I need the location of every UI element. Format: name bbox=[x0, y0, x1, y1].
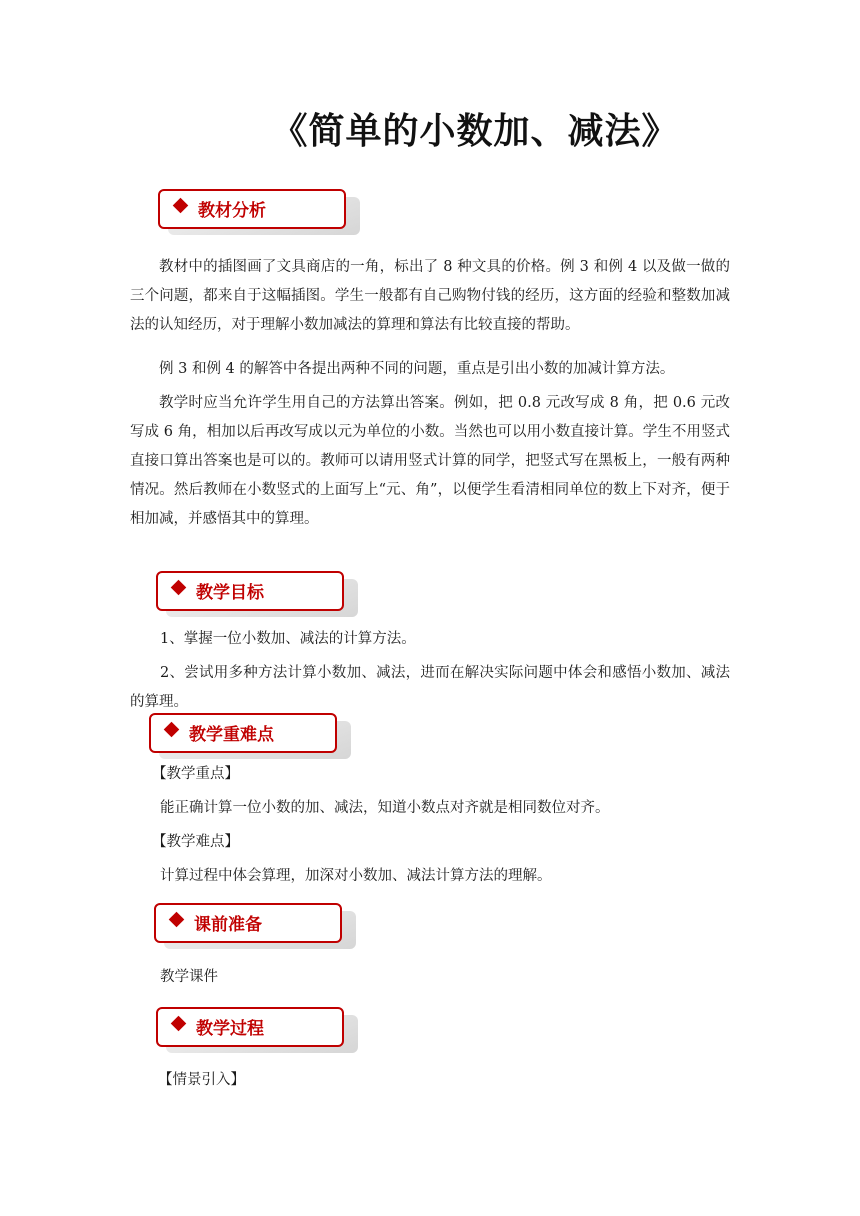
section-heading: 教学目标 bbox=[196, 583, 264, 603]
section-heading: 课前准备 bbox=[194, 915, 262, 935]
section-heading: 教材分析 bbox=[198, 201, 266, 221]
analysis-paragraph-3: 教学时应当允许学生用自己的方法算出答案。例如，把 0.8 元改写成 8 角，把 0.6 元改写成 6 角，相加以后再改写成以元为单位的小数。当然也可以用小数直接计算。学生不用竖式直接口算出答案也是可以的。教师可以请用竖式计算的同学，把竖式写在黑板上，一般有两种情况。然后教师在小数竖式的上面写上“元、角”，以便学生看清相同单位的数上下对齐，便于相加减，并感悟其中的算理。 bbox=[130, 395, 730, 527]
document-title: 《简单的小数加、减法》 bbox=[271, 111, 679, 152]
section-heading: 教学过程 bbox=[196, 1019, 264, 1039]
preparation-text: 教学课件 bbox=[160, 969, 218, 985]
goal-item-2: 2、尝试用多种方法计算小数加、减法，进而在解决实际问题中体会和感悟小数加、减法的算理。 bbox=[130, 665, 730, 710]
section-header-key-points bbox=[149, 713, 351, 753]
section-header-analysis bbox=[158, 189, 360, 229]
section-heading: 教学重难点 bbox=[189, 725, 274, 745]
analysis-paragraph-2: 例 3 和例 4 的解答中各提出两种不同的问题，重点是引出小数的加减计算方法。 bbox=[159, 361, 675, 377]
goal-item-1: 1、掌握一位小数加、减法的计算方法。 bbox=[160, 631, 416, 647]
difficulty-text: 计算过程中体会算理，加深对小数加、减法计算方法的理解。 bbox=[160, 868, 552, 884]
section-header-preparation bbox=[154, 903, 356, 943]
difficulty-label: 【教学难点】 bbox=[152, 834, 239, 850]
analysis-paragraph-1: 教材中的插图画了文具商店的一角，标出了 8 种文具的价格。例 3 和例 4 以及做一做的三个问题，都来自于这幅插图。学生一般都有自己购物付钱的经历，这方面的经验和整数加减法的认知经历，对于理解小数加减法的算理和算法有比较直接的帮助。 bbox=[130, 259, 730, 333]
focus-text: 能正确计算一位小数的加、减法，知道小数点对齐就是相同数位对齐。 bbox=[160, 800, 610, 816]
section-header-process bbox=[156, 1007, 358, 1047]
section-header-goals bbox=[156, 571, 358, 611]
process-sub-label: 【情景引入】 bbox=[158, 1072, 245, 1088]
focus-label: 【教学重点】 bbox=[152, 766, 239, 782]
